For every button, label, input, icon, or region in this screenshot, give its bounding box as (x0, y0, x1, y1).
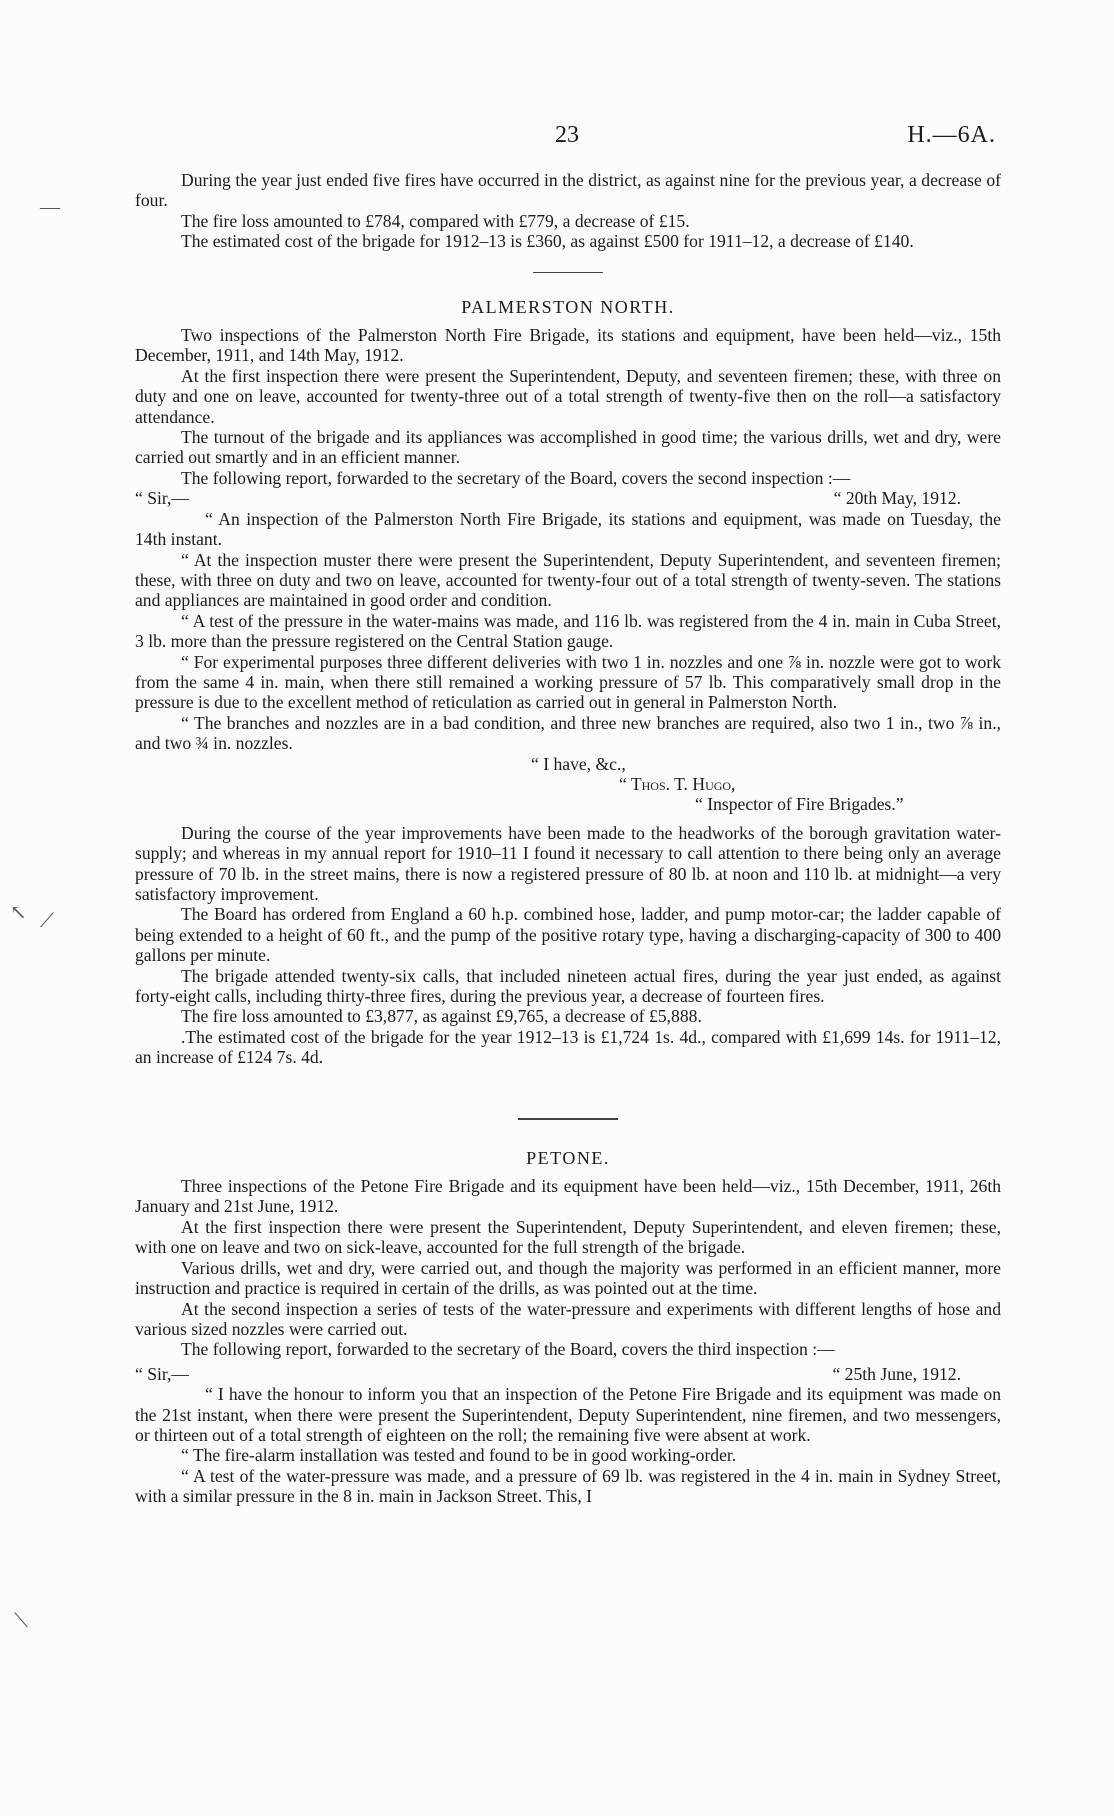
margin-mark: ↖ (10, 902, 27, 924)
document-code: H.—6A. (907, 122, 996, 148)
intro-section (135, 170, 1001, 252)
paragraph: During the year just ended five fires have occurred in the district, as against nine for the previous year, a decrease of four. (135, 170, 1001, 211)
letter-paragraph: “ An inspection of the Palmerston North Fire Brigade, its stations and equipment, was made on Tuesday, the 14th instant. (135, 508, 1001, 550)
page-number: 23 (555, 122, 579, 148)
margin-mark: ⟍ (14, 1610, 28, 1632)
paragraph: .The estimated cost of the brigade for the year 1912–13 is £1,724 1s. 4d., compared with £1,699 14s. for 1911–12, an increase of £124 7s. 4d. (135, 1026, 1001, 1068)
page-body (135, 170, 1001, 1507)
paragraph: At the first inspection there were present the Superintendent, Deputy, and seventeen firemen; these, with three on duty and one on leave, accounted for twenty-three out of a total strength of twenty-five then on the roll—a satisfactory attendance. (135, 365, 1001, 427)
letter-paragraph: “ A test of the pressure in the water-mains was made, and 116 lb. was registered from the 4 in. main in Cuba Street, 3 lb. more than the pressure registered on the Central Station gauge. (135, 610, 1001, 652)
letter-paragraph: “ A test of the water-pressure was made, and a pressure of 69 lb. was registered in the 4 in. main in Sydney Street, with a similar pressure in the 8 in. main in Jackson Street. This, I (135, 1465, 1001, 1507)
section-divider (533, 272, 603, 273)
paragraph: Two inspections of the Palmerston North Fire Brigade, its stations and equipment, have been held—viz., 15th December, 1911, and 14th May, 1912. (135, 325, 1001, 366)
paragraph: The following report, forwarded to the secretary of the Board, covers the second inspection :— (181, 467, 851, 488)
paragraph: Three inspections of the Petone Fire Brigade and its equipment have been held—viz., 15th December, 1911, 26th January and 21st June, 1912. (135, 1176, 1001, 1217)
section-heading: PALMERSTON NORTH. (461, 296, 675, 317)
signatory-name: “ Thos. T. Hugo, (619, 773, 736, 794)
letter-header (135, 488, 1001, 508)
letter-date: “ 20th May, 1912. (833, 488, 961, 509)
paragraph: The brigade attended twenty-six calls, that included nineteen actual fires, during the year just ended, as against forty-eight calls, including thirty-three fires, during the previous year, a decrease of fourteen fires. (135, 965, 1001, 1007)
petone-section (135, 1148, 1001, 1507)
signatory-title: “ Inspector of Fire Brigades.” (695, 794, 904, 815)
paragraph: At the first inspection there were present the Superintendent, Deputy Superintendent, and eleven firemen; these, with one on leave and two on sick-leave, accounted for the full strength of the brigade. (135, 1216, 1001, 1258)
section-heading: PETONE. (526, 1147, 610, 1168)
section-divider (518, 1118, 618, 1120)
salutation: “ Sir,— (135, 488, 190, 509)
paragraph: The estimated cost of the brigade for 1912–13 is £360, as against £500 for 1911–12, a decrease of £140. (181, 231, 914, 252)
paragraph: Various drills, wet and dry, were carried out, and though the majority was performed in an efficient manner, more instruction and practice is required in certain of the drills, as was pointed out at the time. (135, 1257, 1001, 1299)
paragraph: The turnout of the brigade and its appliances was accomplished in good time; the various drills, wet and dry, were carried out smartly and in an efficient manner. (135, 427, 1001, 468)
letter-paragraph: “ I have the honour to inform you that an inspection of the Petone Fire Brigade and its equipment was made on the 21st instant, when there were present the Superintendent, Deputy Superintendent, nine firemen, and two messengers, or thirteen out of a total strength of eighteen on the roll; the remaining five were absent at work. (135, 1384, 1001, 1445)
margin-mark: — (40, 196, 60, 218)
letter-paragraph: “ For experimental purposes three different deliveries with two 1 in. nozzles and one ⅞ in. nozzle were got to work from the same 4 in. main, when there still remained a working pressure of 57 lb. This comparatively small drop in the pressure is due to the excellent method of reticulation as carried out in general in Palmerston North. (135, 651, 1001, 713)
salutation: “ Sir,— (135, 1363, 190, 1384)
page-header (0, 122, 1114, 152)
palmerston-section (135, 297, 1001, 1068)
letter-date: “ 25th June, 1912. (832, 1363, 961, 1384)
letter-paragraph: “ At the inspection muster there were present the Superintendent, Deputy Superintendent, and seventeen firemen; these, with three on duty and two on leave, accounted for twenty-four out of a total strength of twenty-seven. The stations and appliances are maintained in good order and condition. (135, 549, 1001, 611)
paragraph: The Board has ordered from England a 60 h.p. combined hose, ladder, and pump motor-car; the ladder capable of being extended to a height of 60 ft., and the pump of the positive rotary type, having a discharging-capacity of 300 to 400 gallons per minute. (135, 904, 1001, 966)
signoff: “ I have, &c., (531, 753, 626, 774)
letter-header (135, 1364, 1001, 1384)
paragraph: The fire loss amounted to £3,877, as against £9,765, a decrease of £5,888. (181, 1006, 702, 1027)
letter-paragraph: “ The branches and nozzles are in a bad condition, and three new branches are required, also two 1 in., two ⅞ in., and two ¾ in. nozzles. (135, 712, 1001, 754)
paragraph: During the course of the year improvements have been made to the headworks of the borough gravitation water-supply; and whereas in my annual report for 1910–11 I found it necessary to call attention to there being only an average pressure of 70 lb. in the street mains, there is now a registered pressure of 80 lb. at noon and 110 lb. at midnight—a very satisfactory improvement. (135, 822, 1001, 904)
margin-mark: ⟋ (40, 910, 54, 932)
paragraph: The following report, forwarded to the secretary of the Board, covers the third inspection :— (181, 1339, 835, 1360)
paragraph: At the second inspection a series of tests of the water-pressure and experiments with different lengths of hose and various sized nozzles were carried out. (135, 1298, 1001, 1339)
letter-paragraph: “ The fire-alarm installation was tested and found to be in good working-order. (181, 1445, 737, 1466)
paragraph: The fire loss amounted to £784, compared with £779, a decrease of £15. (181, 210, 690, 231)
